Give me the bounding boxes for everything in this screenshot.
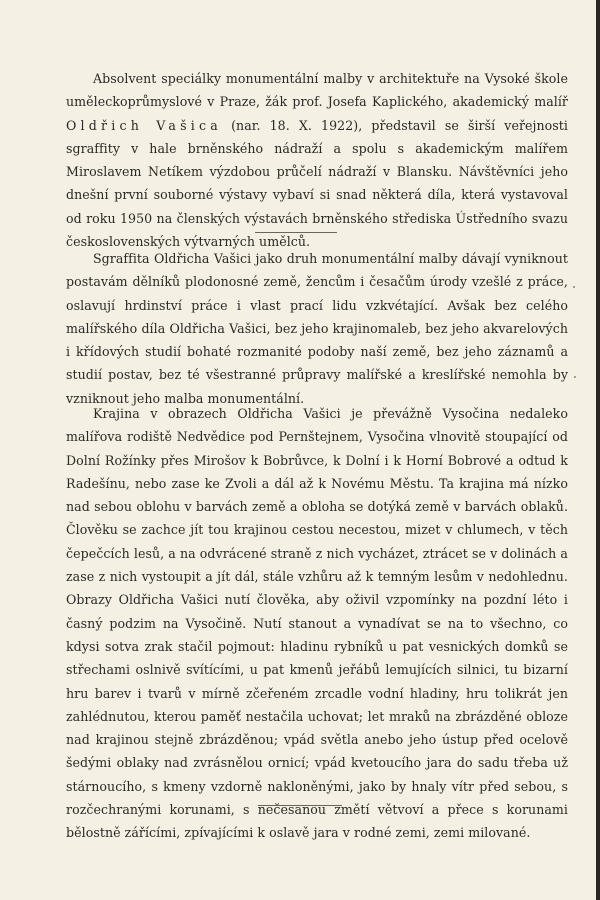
intro-text-after: (nar. 18. X. 1922), představil se širší veřejnosti sgraffity v hale brněnského nádraží a spolu s akademickým malířem Miroslavem Netíkem výzdobou průčelí nádraží v Blansku. Návštěvníci jeho dnešní první souborné výstavy vybaví si snad některá díla, která vystavoval od roku 1950 na členských výstavách brněnského střediska Ústředního svazu československých výtvarných umělců. <box>66 117 568 250</box>
paper-speck <box>573 286 575 288</box>
paragraph-sgraffito-text: Sgraffita Oldřicha Vašici jako druh monumentální malby dávají vyniknout postavám dělníků plodonosné země, žencům i česačům úrody vzešlé z práce, oslavují hrdinství práce i vlast prací lidu vzkvétající. Avšak bez celého malířského díla Oldřicha Vašici, bez jeho krajinomaleb, bez jeho akvarelových i křídových studií bohaté rozmanité podoby naší země, bez jeho záznamů a studií postav, bez té všestranné průpravy malířské a kreslířské nemohla by vzniknout jeho malba monumentální. <box>66 251 568 406</box>
paragraph-sgraffito <box>66 247 568 410</box>
section-divider-2 <box>258 805 342 806</box>
paragraph-landscape <box>66 402 568 845</box>
paper-speck <box>574 376 576 378</box>
artist-name-spaced: Oldřich Vašica <box>66 117 222 133</box>
intro-text-before: Absolvent speciálky monumentální malby v architektuře na Vysoké škole uměleckoprůmyslové v Praze, žák prof. Josefa Kaplického, akademický malíř <box>66 71 568 110</box>
section-divider-1 <box>255 232 337 233</box>
scan-edge-shadow <box>596 0 600 900</box>
paragraph-intro-text <box>66 67 568 253</box>
paragraph-intro <box>66 67 568 253</box>
paragraph-landscape-text: Krajina v obrazech Oldřicha Vašici je převážně Vysočina nedaleko malířova rodiště Nedvědice pod Pernštejnem, Vysočina vlnovitě stoupající od Dolní Rožínky přes Mirošov k Bobrůvce, k Dolní i k Horní Bobrové a odtud k Radešínu, nebo zase ke Zvoli a dál až k Novému Městu. Ta krajina má nízko nad sebou oblohu v barvách země a obloha se dotýká země v barvách oblaků. Člověku se zachce jít tou krajinou cestou necestou, mizet v chlumech, v těch čepečcích lesů, a na odvrácené straně z nich vycházet, ztrácet se v dolinách a zase z nich vystoupit a jít dál, stále vzhůru až k temným lesům v nedohlednu. Obrazy Oldřicha Vašici nutí člověka, aby oživil vzpomínky na pozdní léto i časný podzim na Vysočině. Nutí stanout a vynadívat se na to všechno, co kdysi sotva zrak stačil pojmout: hladinu rybníků u pat vesnických domků se střechami oslnivě svítícími, u pat kmenů jeřábů lemujících silnici, tu bizarní hru barev i tvarů v mírně zčeřeném zrcadle vodní hladiny, hru tolikrát jen zahlédnutou, kterou paměť nestačila uchovat; let mraků na zbrázděné obloze nad krajinou stejně zbrázděnou; vpád světla anebo jeho ústup před ocelově šedými oblaky nad zvrásnělou ornicí; vpád kvetoucího jara do sadu třeba už stárnoucího, s kmeny vzdorně nakloněnými, jako by hnaly vítr před sebou, s rozčechranými korunami, s nečesanou změtí větvoví a přece s korunami bělostně zářícími, zpívajícími k oslavě jara v rodné zemi, zemi milované. <box>66 406 568 841</box>
